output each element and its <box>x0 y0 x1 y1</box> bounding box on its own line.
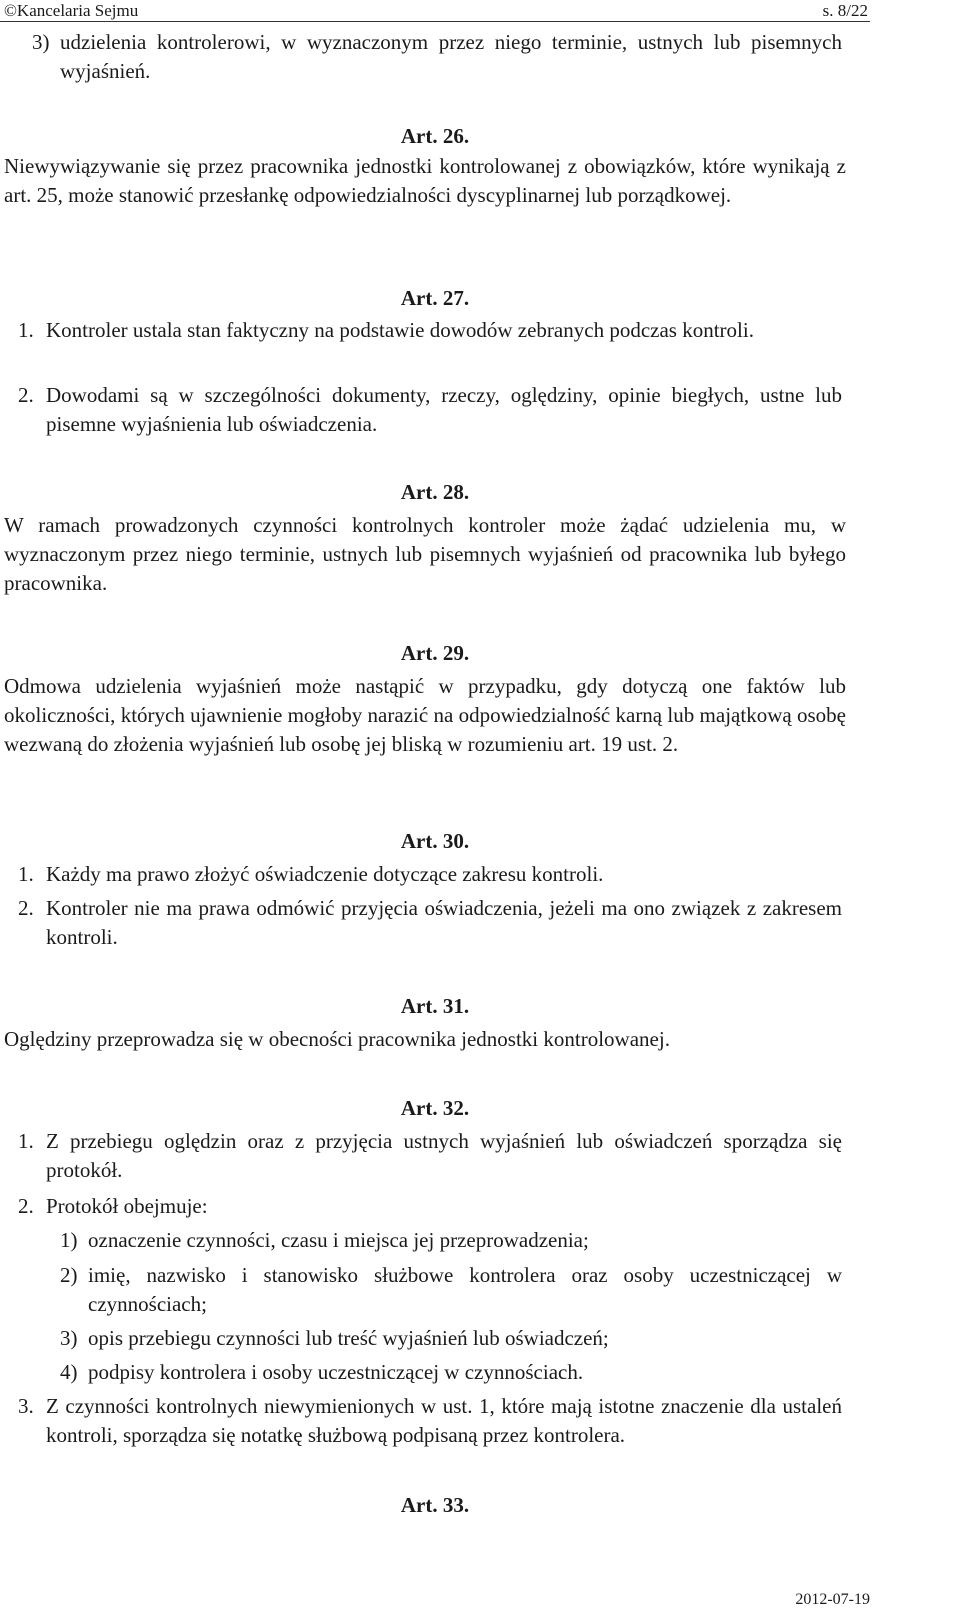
article-body-26: Niewywiązywanie się przez pracownika jednostki kontrolowanej z obowiązków, które wynikają z art. 25, może stanowić przesłankę odpowiedzialności dyscyplinarnej lub porządkowej. <box>4 154 846 207</box>
article-body-29: Odmowa udzielenia wyjaśnień może nastąpić w przypadku, gdy dotyczą one faktów lub okoliczności, których ujawnienie mogłoby narazić na odpowiedzialność karną lub majątkową osobę wezwaną do złożenia wyjaśnień lub osobę jej bliską w rozumieniu art. 19 ust. 2. <box>4 674 846 756</box>
page-number: s. 8/22 <box>822 1 868 20</box>
paragraph-label: 2. <box>18 383 34 407</box>
paragraph-label: 2. <box>18 1194 34 1218</box>
article-title-27: Art. 27. <box>400 286 470 310</box>
list-item-text: imię, nazwisko i stanowisko służbowe kontrolera oraz osoby uczestniczącej w czynnościach; <box>88 1263 842 1316</box>
article-body-31: Oględziny przeprowadza się w obecności pracownika jednostki kontrolowanej. <box>4 1027 670 1051</box>
article-title-31: Art. 31. <box>400 994 470 1018</box>
paragraph-text: Dowodami są w szczególności dokumenty, rzeczy, oględziny, opinie biegłych, ustne lub pisemne wyjaśnienia lub oświadczenia. <box>46 383 842 436</box>
article-title-26: Art. 26. <box>400 124 470 148</box>
article-title-29: Art. 29. <box>400 641 470 665</box>
paragraph-label: 1. <box>18 862 34 886</box>
list-item <box>60 1324 842 1353</box>
article-30-paragraph-2 <box>18 894 842 952</box>
list-item-label: 4) <box>60 1360 78 1384</box>
list-item-label: 2) <box>60 1263 78 1287</box>
list-item-label: 3) <box>60 1326 78 1350</box>
list-item-text: oznaczenie czynności, czasu i miejsca jej przeprowadzenia; <box>88 1228 589 1252</box>
paragraph-text: Każdy ma prawo złożyć oświadczenie dotyczące zakresu kontroli. <box>46 862 604 886</box>
paragraph-text: Kontroler nie ma prawa odmówić przyjęcia oświadczenia, jeżeli ma ono związek z zakresem kontroli. <box>46 896 842 949</box>
header-divider <box>0 21 870 22</box>
paragraph-text: Kontroler ustala stan faktyczny na podstawie dowodów zebranych podczas kontroli. <box>46 318 754 342</box>
article-30-paragraph-1 <box>18 860 842 889</box>
paragraph-label: 1. <box>18 1129 34 1153</box>
article-32-paragraph-1 <box>18 1127 842 1185</box>
article-32-paragraph-2 <box>18 1192 842 1221</box>
list-item <box>60 1226 842 1255</box>
article-title-32: Art. 32. <box>400 1096 470 1120</box>
paragraph-text: Protokół obejmuje: <box>46 1194 208 1218</box>
article-title-33: Art. 33. <box>400 1493 470 1517</box>
article-body-28: W ramach prowadzonych czynności kontrolnych kontroler może żądać udzielenia mu, w wyznaczonym przez niego terminie, ustnych lub pisemnych wyjaśnień od pracownika lub byłego pracownika. <box>4 513 846 595</box>
paragraph-text: Z czynności kontrolnych niewymienionych w ust. 1, które mają istotne znaczenie dla ustaleń kontroli, sporządza się notatkę służbową podpisaną przez kontrolera. <box>46 1394 842 1447</box>
article-title-30: Art. 30. <box>400 829 470 853</box>
paragraph-label: 1. <box>18 318 34 342</box>
article-title-28: Art. 28. <box>400 480 470 504</box>
article-27-paragraph-2 <box>18 381 842 439</box>
page-header <box>0 0 960 22</box>
paragraph-label: 3. <box>18 1394 34 1418</box>
paragraph-text: Z przebiegu oględzin oraz z przyjęcia ustnych wyjaśnień lub oświadczeń sporządza się protokół. <box>46 1129 842 1182</box>
list-item-label: 1) <box>60 1228 78 1252</box>
paragraph-label: 2. <box>18 896 34 920</box>
list-item-text: udzielenia kontrolerowi, w wyznaczonym przez niego terminie, ustnych lub pisemnych wyjaśnień. <box>60 30 842 83</box>
document-date: 2012-07-19 <box>795 1591 870 1608</box>
article-32-paragraph-3 <box>18 1392 842 1450</box>
list-item <box>60 1261 842 1319</box>
list-item-text: opis przebiegu czynności lub treść wyjaśnień lub oświadczeń; <box>88 1326 609 1350</box>
list-item-label: 3) <box>32 30 50 54</box>
list-item-text: podpisy kontrolera i osoby uczestniczącej w czynnościach. <box>88 1360 584 1384</box>
list-item-3 <box>32 28 842 86</box>
copyright-label: ©Kancelaria Sejmu <box>4 1 139 20</box>
article-27-paragraph-1 <box>18 316 842 345</box>
list-item <box>60 1358 842 1387</box>
